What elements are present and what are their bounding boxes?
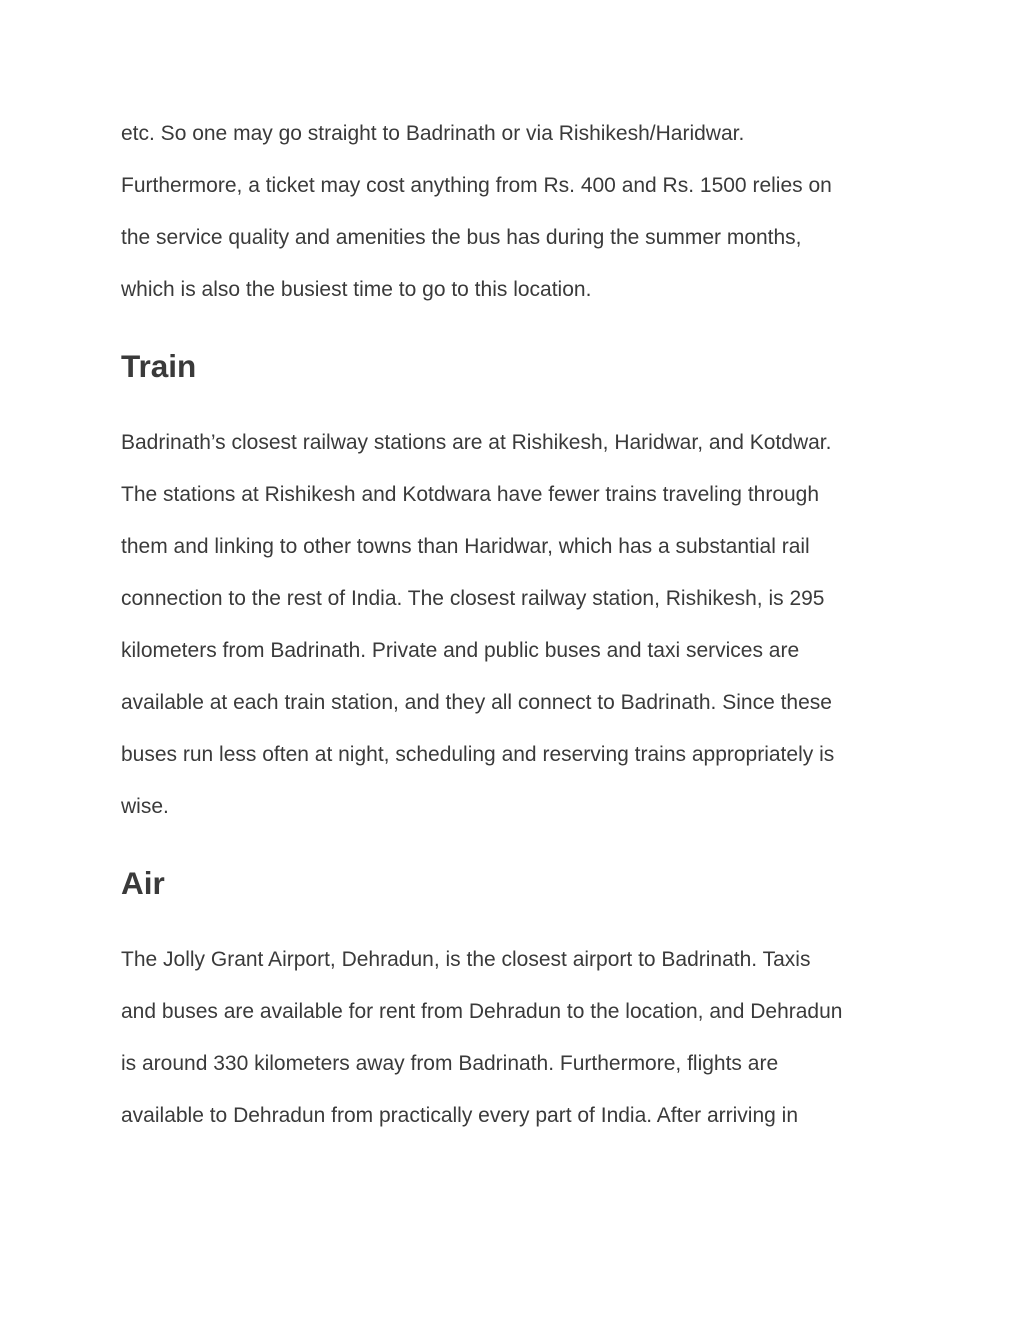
text-line: them and linking to other towns than Haridwar, which has a substantial rail bbox=[121, 535, 810, 558]
text-line: which is also the busiest time to go to this location. bbox=[121, 278, 592, 301]
spacer bbox=[121, 316, 921, 340]
air-heading: Air bbox=[121, 865, 165, 901]
text-line: available at each train station, and they all connect to Badrinath. Since these bbox=[121, 691, 832, 714]
text-line: the service quality and amenities the bus has during the summer months, bbox=[121, 226, 802, 249]
text-line: is around 330 kilometers away from Badrinath. Furthermore, flights are bbox=[121, 1052, 779, 1075]
train-heading: Train bbox=[121, 348, 197, 384]
text-line: Badrinath’s closest railway stations are at Rishikesh, Haridwar, and Kotdwar. bbox=[121, 431, 832, 454]
text-line: wise. bbox=[121, 795, 169, 818]
text-line: buses run less often at night, scheduling and reserving trains appropriately is bbox=[121, 743, 835, 766]
text-line: Furthermore, a ticket may cost anything from Rs. 400 and Rs. 1500 relies on bbox=[121, 174, 832, 197]
text-line: kilometers from Badrinath. Private and public buses and taxi services are bbox=[121, 639, 800, 662]
spacer bbox=[121, 909, 921, 934]
text-line: The Jolly Grant Airport, Dehradun, is the closest airport to Badrinath. Taxis bbox=[121, 948, 811, 971]
text-line: and buses are available for rent from Dehradun to the location, and Dehradun bbox=[121, 1000, 843, 1023]
text-line: The stations at Rishikesh and Kotdwara have fewer trains traveling through bbox=[121, 483, 820, 506]
intro-paragraph bbox=[121, 108, 921, 316]
text-line: connection to the rest of India. The closest railway station, Rishikesh, is 295 bbox=[121, 587, 825, 610]
air-paragraph bbox=[121, 934, 921, 1142]
train-paragraph bbox=[121, 417, 921, 833]
spacer bbox=[121, 833, 921, 857]
text-line: etc. So one may go straight to Badrinath or via Rishikesh/Haridwar. bbox=[121, 122, 745, 145]
text-line: available to Dehradun from practically every part of India. After arriving in bbox=[121, 1104, 798, 1127]
document-body bbox=[121, 108, 921, 1142]
spacer bbox=[121, 392, 921, 417]
